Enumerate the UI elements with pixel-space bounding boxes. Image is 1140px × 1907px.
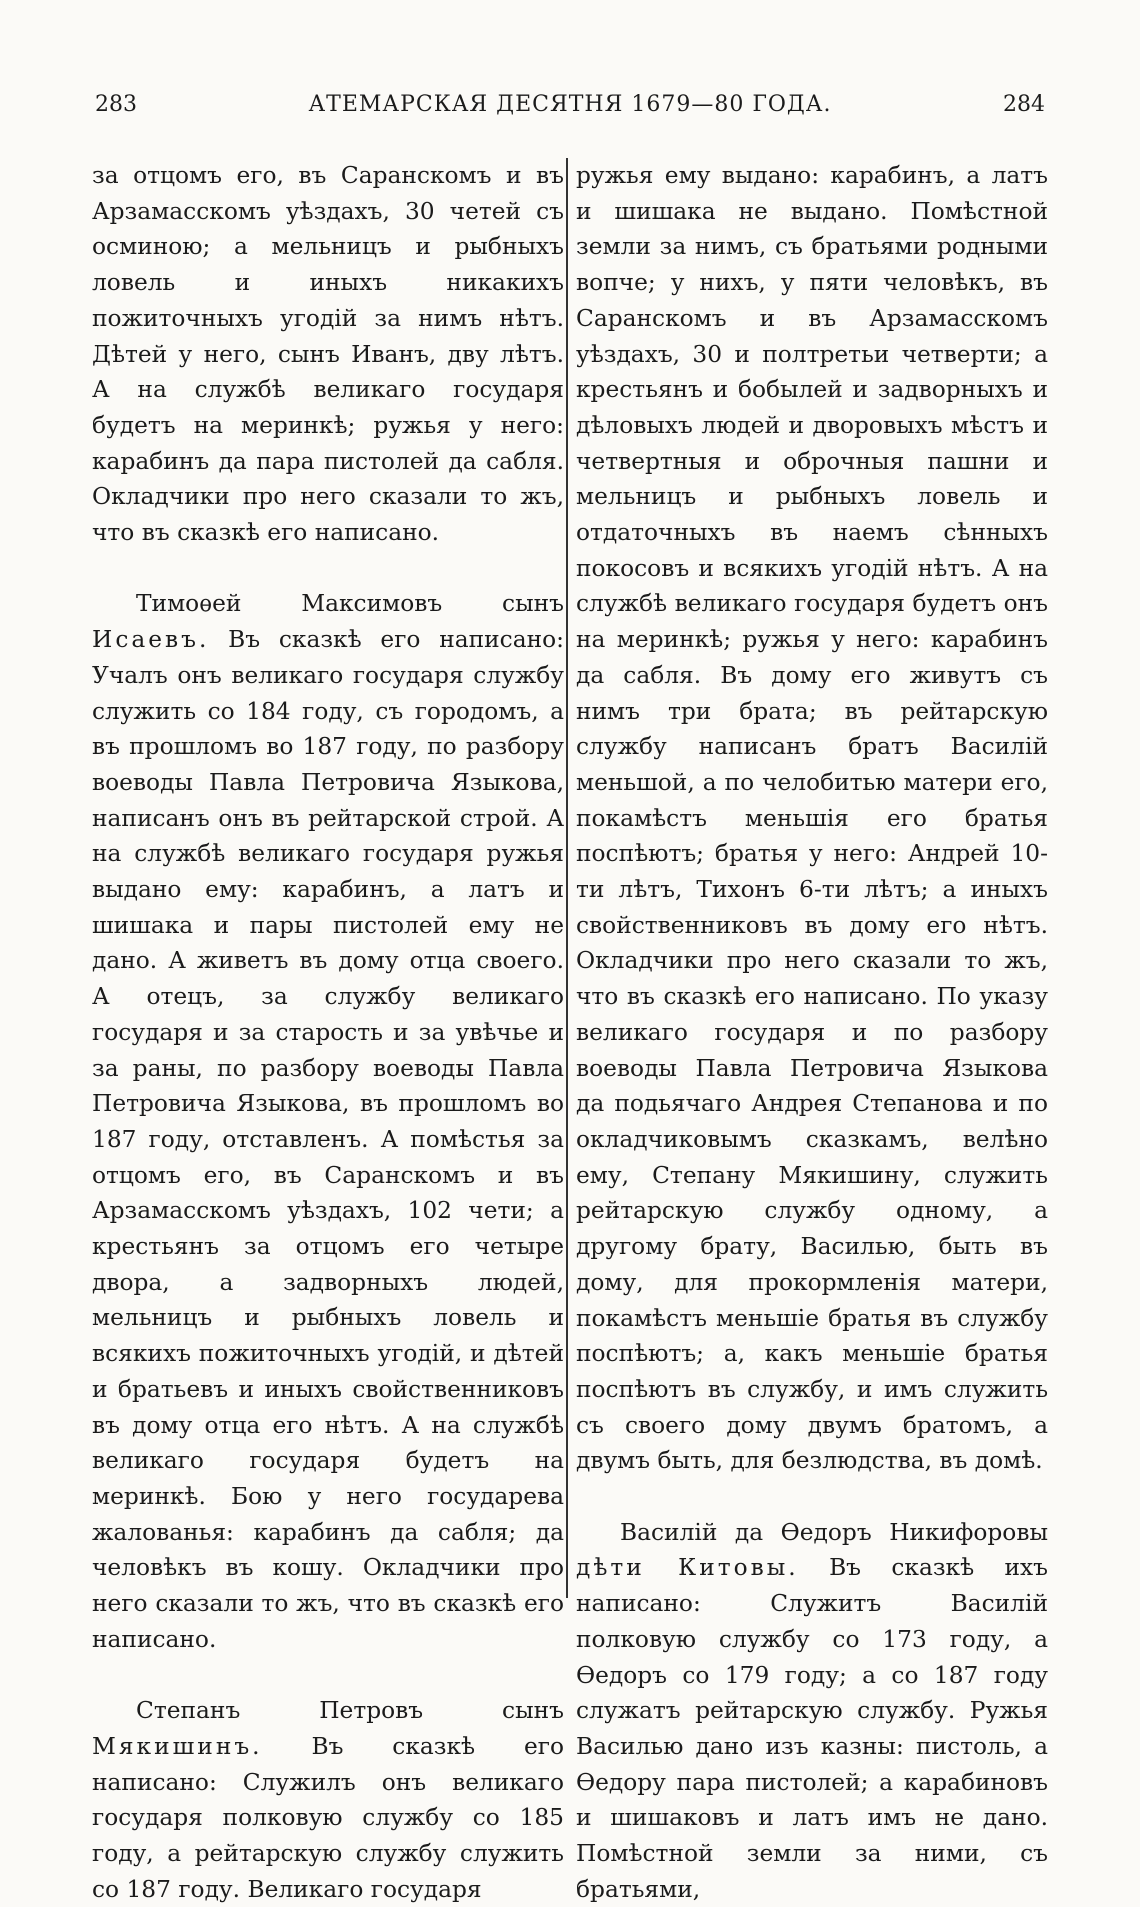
left-column [92, 158, 564, 1907]
entry-text: Въ сказкѣ его написано: Учалъ онъ великаго государя службу служить со 184 году, съ городомъ, а въ прошломъ во 187 году, по разбору воеводы Павла Петровича Языкова, написанъ онъ въ рейтарской строй. А на службѣ великаго государя ружья выдано ему: карабинъ, а латъ и шишака и пары пистолей ему не дано. А живетъ въ дому отца своего. А отецъ, за службу великаго государя и за старость и за увѣчье и за раны, по разбору воеводы Павла Петровича Языкова, въ прошломъ во 187 году, отставленъ. А помѣстья за отцомъ его, въ Саранскомъ и въ Арзамасскомъ уѣздахъ, 102 чети; а крестьянъ за отцомъ его четыре двора, а задворныхъ людей, мельницъ и рыбныхъ ловель и всякихъ пожиточныхъ угодій, и дѣтей и братьевъ и иныхъ свойственниковъ въ дому отца его нѣтъ. А на службѣ великаго государя будетъ на меринкѣ. Бою у него государева жалованья: карабинъ да сабля; да человѣкъ въ кошу. Окладчики про него сказали то жъ, что въ сказкѣ его написано. [92, 626, 565, 1653]
entry-surname: дѣти Китовы. [576, 1554, 799, 1582]
entry-name: Степанъ Петровъ сынъ [136, 1697, 564, 1725]
entry-surname: Исаевъ. [92, 626, 210, 654]
entry-isaev [92, 586, 564, 1657]
entry-surname: Мякишинъ. [92, 1732, 263, 1760]
right-column [576, 158, 1048, 1907]
entry-text: Въ сказкѣ его написано: Служилъ онъ великаго государя полковую службу со 185 году, а рейтарскую службу служить со 187 году. Великаго государя [92, 1732, 564, 1903]
running-head [95, 92, 1045, 132]
page-number-left: 283 [95, 92, 137, 117]
left-paragraph-continued: за отцомъ его, въ Саранскомъ и въ Арзамасскомъ уѣздахъ, 30 четей съ осминою; а мельницъ и рыбныхъ ловель и иныхъ никакихъ пожиточныхъ угодій за нимъ нѣтъ. Дѣтей у него, сынъ Иванъ, дву лѣтъ. А на службѣ великаго государя будетъ на меринкѣ; ружья у него: карабинъ да пара пистолей да сабля. Окладчики про него сказали то жъ, что въ сказкѣ его написано. [92, 162, 564, 547]
right-paragraph-continued: ружья ему выдано: карабинъ, а латъ и шишака не выдано. Помѣстной земли за нимъ, съ братьями родными вопче; у нихъ, у пяти человѣкъ, въ Саранскомъ и въ Арзамасскомъ уѣздахъ, 30 и полтретьи четверти; а крестьянъ и бобылей и задворныхъ и дѣловыхъ людей и дворовыхъ мѣстъ и четвертныя и оброчныя пашни и мельницъ и рыбныхъ ловель и отдаточныхъ въ наемъ сѣнныхъ покосовъ и всякихъ угодій нѣтъ. А на службѣ великаго государя будетъ онъ на меринкѣ; ружья у него: карабинъ да сабля. Въ дому его живутъ съ нимъ три брата; въ рейтарскую службу написанъ братъ Василій меньшой, а по челобитью матери его, покамѣстъ меньшія его братья поспѣютъ; братья у него: Андрей 10-ти лѣтъ, Тихонъ 6-ти лѣтъ; а иныхъ свойственниковъ въ дому его нѣтъ. Окладчики про него сказали то жъ, что въ сказкѣ его написано. По указу великаго государя и по разбору воеводы Павла Петровича Языкова да подьячаго Андрея Степанова и по окладчиковымъ сказкамъ, велѣно ему, Степану Мякишину, служить рейтарскую службу одному, а другому брату, Василью, быть въ дому, для прокормленія матери, покамѣстъ меньшіе братья въ службу поспѣютъ; а, какъ меньшіе братья поспѣютъ въ службу, и имъ служить съ своего дому двумъ братомъ, а двумъ быть, для безлюдства, въ домѣ. [576, 162, 1048, 1475]
entry-name: Василій да Ѳедоръ Никифоровы [620, 1518, 1048, 1546]
entry-name: Тимоѳей Максимовъ сынъ [136, 590, 564, 618]
running-title: АТЕМАРСКАЯ ДЕСЯТНЯ 1679—80 ГОДА. [308, 92, 832, 117]
entry-kitovy [576, 1515, 1048, 1907]
entry-myakishin [92, 1693, 564, 1907]
page-number-right: 284 [1003, 92, 1045, 117]
entry-text: Въ сказкѣ ихъ написано: Служитъ Василій полковую службу со 173 году, а Ѳедоръ со 179 году; а со 187 году служатъ рейтарскую службу. Ружья Василью дано изъ казны: пистоль, а Ѳедору пара пистолей; а карабиновъ и шишаковъ и латъ имъ не дано. Помѣстной земли за ними, съ братьями, [576, 1554, 1049, 1903]
column-divider [566, 158, 568, 1598]
